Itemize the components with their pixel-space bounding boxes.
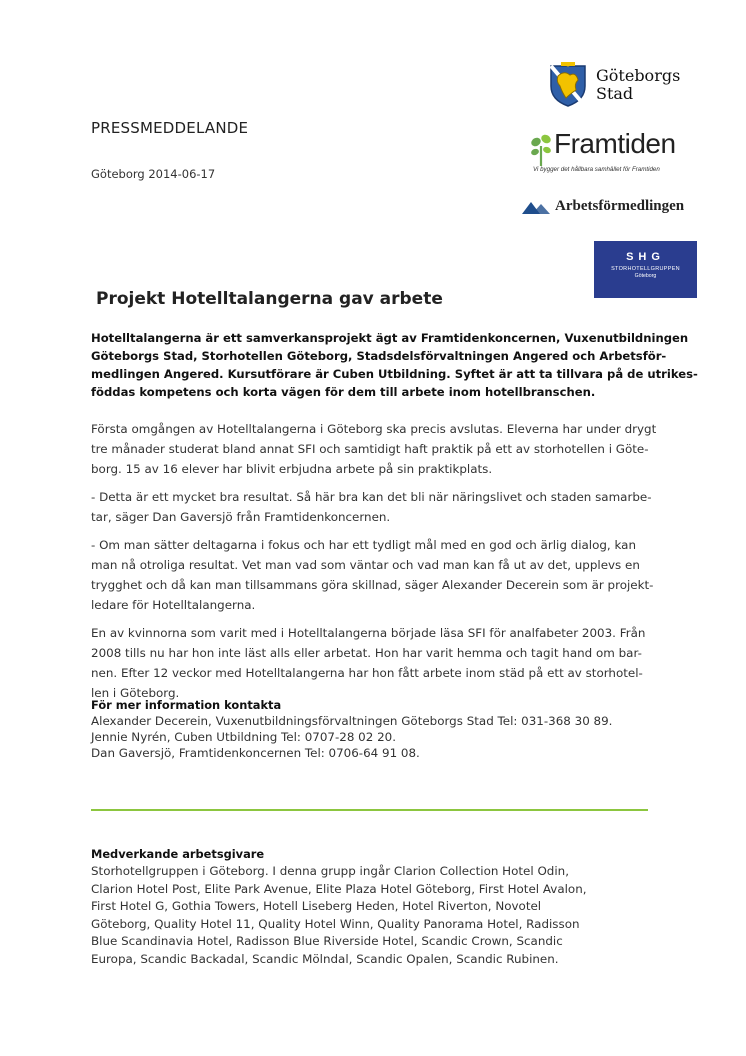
goteborg-crest-icon	[548, 62, 588, 108]
employers-line: Europa, Scandic Backadal, Scandic Mölndal, Scandic Opalen, Scandic Rubinen.	[91, 951, 559, 966]
contact-line: Dan Gaversjö, Framtidenkoncernen Tel: 0706-64 91 08.	[91, 746, 420, 760]
paragraph-line: tre månader studerat bland annat SFI och samtidigt haft praktik på ett av storhotellen i Göte-	[91, 442, 649, 456]
paragraph-line: borg. 15 av 16 elever har blivit erbjudna arbete på sin praktikplats.	[91, 462, 493, 476]
paragraph-line: len i Göteborg.	[91, 686, 180, 700]
section-divider	[91, 809, 648, 811]
paragraph-line: tar, säger Dan Gaversjö från Framtidenkoncernen.	[91, 510, 391, 524]
contact-line: Jennie Nyrén, Cuben Utbildning Tel: 0707-28 02 20.	[91, 730, 396, 744]
employers-line: Blue Scandinavia Hotel, Radisson Blue Riverside Hotel, Scandic Crown, Scandic	[91, 934, 563, 948]
article-body	[91, 419, 671, 711]
paragraph-line: ledare för Hotelltalangerna.	[91, 598, 256, 612]
ingress-line: Hotelltalangerna är ett samverkansprojekt ägt av Framtidenkoncernen, Vuxenutbildningen	[91, 331, 689, 345]
employers-block	[91, 846, 671, 968]
ingress-line: Göteborgs Stad, Storhotellen Göteborg, Stadsdelsförvaltningen Angered och Arbetsför-	[91, 349, 667, 363]
dateline: Göteborg 2014-06-17	[91, 167, 216, 181]
paragraph	[91, 419, 671, 479]
ingress-line: medlingen Angered. Kursutförare är Cuben Utbildning. Syftet är att ta tillvara på de utrikes-	[91, 367, 698, 381]
shg-logo-acronym: SHG	[626, 251, 665, 263]
contact-line: Alexander Decerein, Vuxenutbildningsförvaltningen Göteborgs Stad Tel: 031-368 30 89.	[91, 714, 613, 728]
paragraph-line: trygghet och då kan man tillsammans göra skillnad, säger Alexander Decerein som är projekt-	[91, 578, 654, 592]
paragraph-line: Första omgången av Hotelltalangerna i Göteborg ska precis avslutas. Eleverna har under drygt	[91, 422, 657, 436]
document-type-label: PRESSMEDDELANDE	[91, 119, 249, 137]
employers-line: Storhotellgruppen i Göteborg. I denna grupp ingår Clarion Collection Hotel Odin,	[91, 864, 569, 878]
employers-line: Göteborg, Quality Hotel 11, Quality Hotel Winn, Quality Panorama Hotel, Radisson	[91, 916, 580, 931]
arbetsformedlingen-logo	[522, 198, 697, 218]
paragraph	[91, 487, 671, 527]
ingress	[91, 329, 698, 401]
shg-logo	[594, 241, 697, 298]
shg-logo-fullname: STORHOTELLGRUPPEN	[611, 266, 680, 272]
shg-logo-city: Göteborg	[634, 273, 657, 279]
ingress-line: föddas kompetens och korta vägen för dem till arbete inom hotellbranschen.	[91, 385, 596, 399]
paragraph-line: man nå otroliga resultat. Vet man vad som väntar och vad man kan få ut av det, upplevs en	[91, 558, 640, 572]
arbetsformedlingen-logo-name: Arbetsförmedlingen	[555, 198, 685, 214]
paragraph	[91, 623, 671, 703]
employers-heading: Medverkande arbetsgivare	[91, 847, 265, 861]
headline: Projekt Hotelltalangerna gav arbete	[96, 289, 443, 309]
paragraph-line: En av kvinnorna som varit med i Hotelltalangerna började läsa SFI för analfabeter 2003. Från	[91, 626, 646, 640]
goteborgs-stad-logo	[548, 62, 698, 112]
employers-line: Clarion Hotel Post, Elite Park Avenue, Elite Plaza Hotel Göteborg, First Hotel Avalon,	[91, 881, 587, 896]
paragraph-line: 2008 tills nu har hon inte läst alls eller arbetat. Hon har varit hemma och tagit hand om bar-	[91, 646, 642, 660]
contact-heading: För mer information kontakta	[91, 698, 282, 712]
paragraph	[91, 535, 671, 615]
goteborgs-stad-logo-line1: Göteborgs	[596, 66, 681, 85]
paragraph-line: - Detta är ett mycket bra resultat. Så här bra kan det bli när näringslivet och staden samarbe-	[91, 490, 652, 504]
contact-block	[91, 697, 671, 761]
arbetsformedlingen-mark-icon	[522, 200, 552, 214]
goteborgs-stad-logo-line2: Stad	[596, 84, 634, 103]
employers-line: First Hotel G, Gothia Towers, Hotell Liseberg Heden, Hotel Riverton, Novotel	[91, 899, 542, 913]
sprout-icon	[528, 132, 554, 166]
framtiden-logo-name: Framtiden	[554, 128, 676, 159]
paragraph-line: nen. Efter 12 veckor med Hotelltalangerna har hon fått arbete inom städ på ett av storhotel-	[91, 666, 643, 680]
paragraph-line: - Om man sätter deltagarna i fokus och har ett tydligt mål med en god och ärlig dialog, kan	[91, 538, 636, 552]
framtiden-logo	[528, 128, 698, 178]
framtiden-logo-tagline: Vi bygger det hållbara samhället för Framtiden	[533, 166, 660, 173]
